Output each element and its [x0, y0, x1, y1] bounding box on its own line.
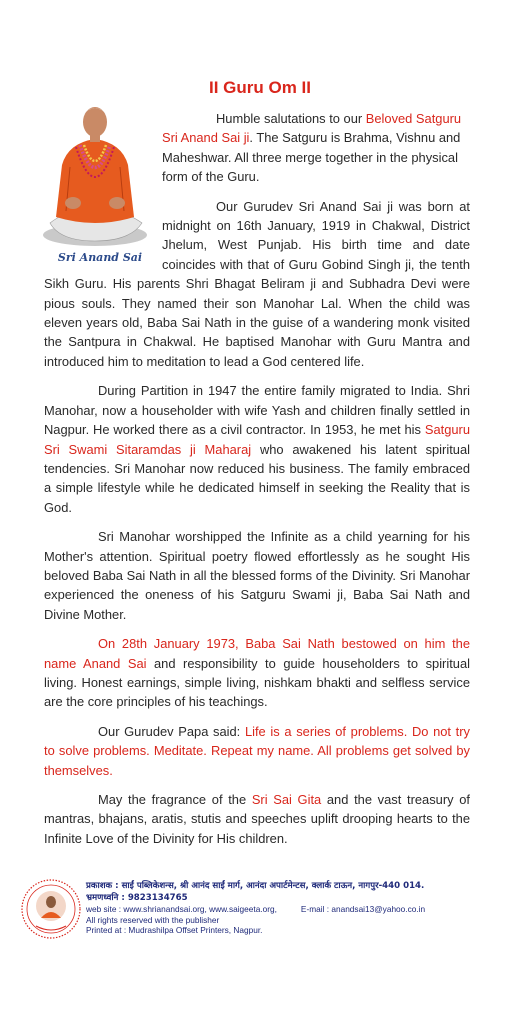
text-span: Humble salutations to our	[216, 111, 366, 126]
highlight-text: Satguru Sri Swami Sitaramdas ji Maharaj	[44, 422, 470, 457]
paragraph-6	[44, 722, 470, 780]
paragraph-3	[44, 381, 470, 517]
paragraph-5	[44, 634, 470, 712]
contact-line	[86, 904, 496, 915]
paragraph-7	[44, 790, 470, 848]
text-span: During Partition in 1947 the entire family migrated to India. Shri Manohar, now a householder with wife Yash and children finally settled in Nagpur. He worked there as a civil contractor. In 1953, he met his	[44, 383, 470, 438]
phone-hindi: भ्रमणध्वनि : 9823134765	[86, 893, 188, 903]
publisher-footer	[86, 880, 496, 936]
text-span: Our Gurudev Papa said:	[98, 723, 245, 739]
highlight-text: On 28th January 1973, Baba Sai Nath bestowed on him the name Anand Sai	[44, 636, 470, 671]
paragraph-2: Our Gurudev Sri Anand Sai ji was born at midnight on 16th January, 1919 in Chakwal, District Jhelum, West Punjab. His birth time and date coincides with that of Guru Gobind Singh ji, the tenth Sikh Guru. His parents Shri Bhagat Beliram ji and Subhadra Devi were pious souls. They named their son Manohar Lal. When the child was eleven years old, Baba Sai Nath in the guise of a wandering monk visited the Santpura in Chakwal. He baptised Manohar with Guru Mantra and introduced him to meditation to lead a God centered life.	[44, 198, 470, 369]
rights-text: All rights reserved with the publisher	[86, 914, 220, 925]
text-span: and responsibility to guide householders to spiritual living. Honest earnings, simple living, nishkam bhakti and selfless service are the core principles of his teachings.	[44, 655, 470, 710]
publisher-seal-logo	[20, 878, 82, 940]
text-span: and the vast treasury of mantras, bhajans, aratis, stutis and speeches uplift drooping hearts to the Infinite Love of the Divinity for His children.	[44, 792, 470, 846]
highlight-text: Life is a series of problems. Do not try to solve problems. Meditate. Repeat my name. All problems get solved by themselves	[44, 723, 470, 778]
text-span: who awakened his latent spiritual tendencies. Sri Manohar now reduced his business. The family embraced a simple lifestyle while he dedicated himself in seeking the Reality that is God.	[44, 441, 470, 515]
website-text: web site : www.shrianandsai.org, www.saigeeta.org,	[86, 904, 277, 914]
highlight-text: Beloved Satguru Sri Anand Sai ji	[162, 111, 462, 146]
text-span: .	[109, 762, 113, 778]
page-title: II Guru Om II	[208, 78, 311, 97]
portrait-caption: Sri Anand Sai	[57, 251, 143, 264]
printer-text: Printed at : Mudrashilpa Offset Printers, Nagpur.	[86, 925, 263, 936]
highlight-text: Sri Sai Gita	[251, 792, 322, 807]
email-text: E-mail : anandsai13@yahoo.co.in	[300, 904, 426, 914]
paragraph-4: Sri Manohar worshipped the Infinite as a child yearning for his Mother's attention. Spiritual poetry flowed effortlessly as he sought His beloved Baba Sai Nath in all the blessed forms of the Divinity. Sri Manohar experienced the oneness of his Satguru Swami ji, Baba Sai Nath and Divine Mother.	[44, 529, 470, 622]
text-span: . The Satguru is Brahma, Vishnu and Maheshwar. All three merge together in the physical form of the Guru.	[162, 130, 461, 185]
text-span: May the fragrance of the	[98, 792, 252, 807]
article-body	[44, 109, 470, 858]
publisher-address-hindi: प्रकाशक : साईं पब्लिकेशन्स, श्री आनंद साईं मार्ग, आनंदा अपार्टमेन्टस, क्लार्क टाऊन, नागपुर-440 014.	[86, 881, 425, 891]
